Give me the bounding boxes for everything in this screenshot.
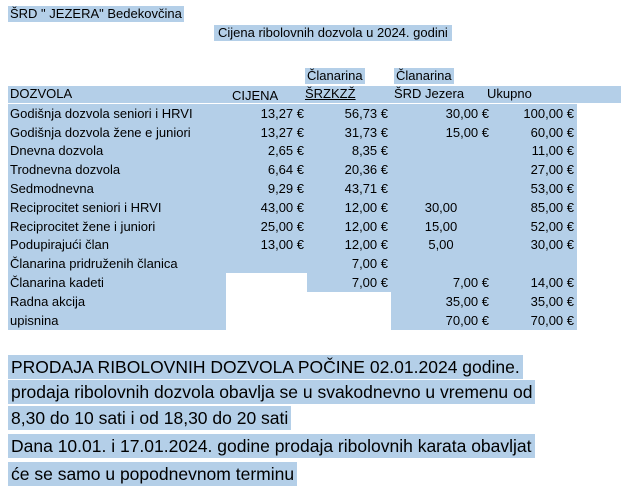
row-cijena (226, 292, 307, 311)
table-row (8, 236, 577, 255)
row-cijena: 25,00 € (226, 217, 307, 236)
table-row (8, 198, 577, 217)
document-title: Cijena ribolovnih dozvola u 2024. godini (214, 25, 452, 41)
row-ukupno: 30,00 € (492, 236, 577, 255)
row-srzkzz: 12,00 € (307, 236, 391, 255)
row-jezera: 5,00 (391, 236, 492, 255)
row-ukupno: 11,00 € (492, 142, 577, 161)
row-name: Radna akcija (8, 292, 226, 311)
row-srzkzz (307, 292, 391, 311)
row-name: Podupirajući član (8, 236, 226, 255)
row-name: Trodnevna dozvola (8, 160, 226, 179)
row-name: Članarina pridruženih članica (8, 254, 226, 273)
header-ukupno: Ukupno (487, 86, 532, 101)
row-cijena: 13,27 € (226, 104, 307, 123)
row-jezera (391, 160, 492, 179)
table-row (8, 142, 577, 161)
row-name: upisnina (8, 311, 226, 330)
row-srzkzz: 7,00 € (307, 273, 391, 292)
row-name: Godišnja dozvola seniori i HRVI (8, 104, 226, 123)
row-srzkzz: 56,73 € (307, 104, 391, 123)
row-ukupno: 52,00 € (492, 217, 577, 236)
header-clanarina-jezera-bottom: ŠRD Jezera (394, 86, 465, 101)
notice-line-3: 8,30 do 10 sati i od 18,30 do 20 sati (8, 406, 291, 430)
row-ukupno: 70,00 € (492, 311, 577, 330)
row-jezera: 7,00 € (391, 273, 492, 292)
row-ukupno: 60,00 € (492, 123, 577, 142)
row-srzkzz: 31,73 € (307, 123, 391, 142)
row-jezera (391, 254, 492, 273)
row-ukupno: 27,00 € (492, 160, 577, 179)
row-cijena: 6,64 € (226, 160, 307, 179)
header-clanarina-srzkzz-top: Članarina (307, 68, 363, 83)
table-row (8, 292, 577, 311)
row-cijena: 13,00 € (226, 236, 307, 255)
row-cijena (226, 311, 307, 330)
row-name: Godišnja dozvola žene e juniori (8, 123, 226, 142)
table-row (8, 123, 577, 142)
row-ukupno: 14,00 € (492, 273, 577, 292)
row-ukupno (492, 254, 577, 273)
table-row (8, 311, 577, 330)
header-clanarina-srzkzz-bottom: ŠRZKZŽ (305, 86, 356, 101)
row-cijena: 2,65 € (226, 142, 307, 161)
table-row (8, 160, 577, 179)
row-jezera (391, 179, 492, 198)
row-srzkzz (307, 311, 391, 330)
table-row (8, 273, 577, 292)
row-name: Reciprocitet žene i juniori (8, 217, 226, 236)
header-dozvola: DOZVOLA (10, 86, 73, 101)
row-name: Dnevna dozvola (8, 142, 226, 161)
row-jezera: 15,00 € (391, 123, 492, 142)
row-srzkzz: 12,00 € (307, 198, 391, 217)
row-name: Reciprocitet seniori i HRVI (8, 198, 226, 217)
table-row (8, 104, 577, 123)
row-name: Članarina kadeti (8, 273, 226, 292)
row-ukupno: 53,00 € (492, 179, 577, 198)
notice-line-4: Dana 10.01. i 17.01.2024. godine prodaja ribolovnih karata obavljat (8, 434, 535, 458)
row-jezera (391, 142, 492, 161)
header-clanarina-jezera-top: Članarina (396, 68, 452, 83)
row-jezera: 35,00 € (391, 292, 492, 311)
table-row (8, 217, 577, 236)
row-ukupno: 35,00 € (492, 292, 577, 311)
row-srzkzz: 7,00 € (307, 254, 391, 273)
row-jezera: 70,00 € (391, 311, 492, 330)
notice-line-2: prodaja ribolovnih dozvola obavlja se u svakodnevno u vremenu od (8, 380, 535, 404)
row-srzkzz: 43,71 € (307, 179, 391, 198)
row-jezera: 30,00 (391, 198, 492, 217)
price-table (8, 104, 577, 330)
row-srzkzz: 8,35 € (307, 142, 391, 161)
notice-line-1: PRODAJA RIBOLOVNIH DOZVOLA POČINE 02.01.2024 godine. (8, 355, 523, 379)
row-cijena: 43,00 € (226, 198, 307, 217)
table-row (8, 179, 577, 198)
row-name: Sedmodnevna (8, 179, 226, 198)
row-srzkzz: 20,36 € (307, 160, 391, 179)
row-ukupno: 100,00 € (492, 104, 577, 123)
row-cijena: 13,27 € (226, 123, 307, 142)
row-srzkzz: 12,00 € (307, 217, 391, 236)
club-name: ŠRD " JEZERA" Bedekovčina (10, 6, 182, 21)
header-cijena: CIJENA (232, 88, 279, 103)
row-cijena: 9,29 € (226, 179, 307, 198)
notice-line-5: će se samo u popodnevnom terminu (8, 462, 297, 486)
row-cijena (226, 254, 307, 273)
row-jezera: 30,00 € (391, 104, 492, 123)
row-ukupno: 85,00 € (492, 198, 577, 217)
row-cijena (226, 273, 307, 292)
row-jezera: 15,00 (391, 217, 492, 236)
table-row (8, 254, 577, 273)
